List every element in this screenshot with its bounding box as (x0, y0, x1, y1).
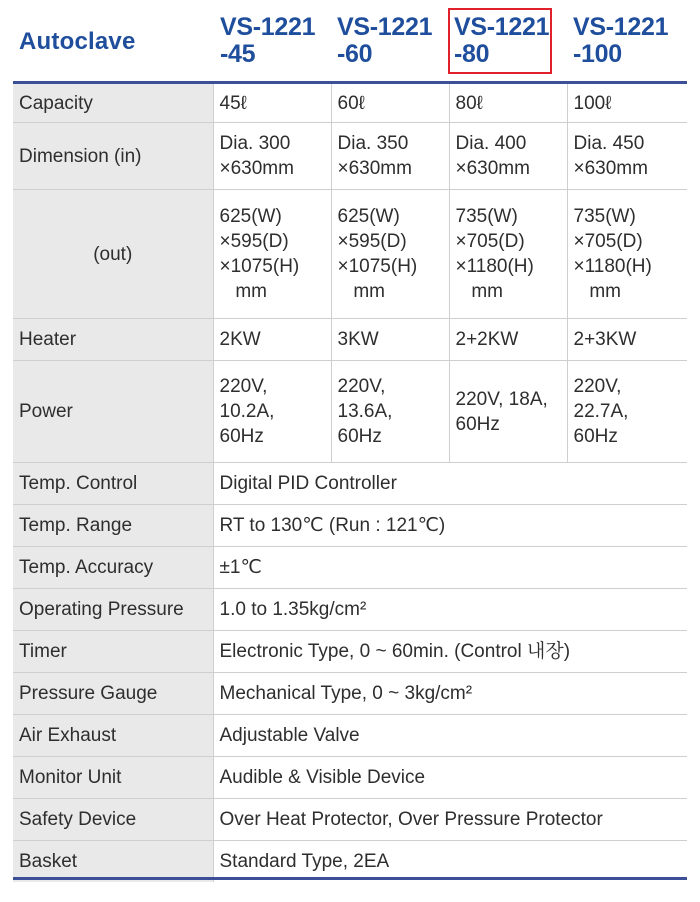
table-row (13, 589, 687, 631)
cell-value: Dia. 400 ×630mm (449, 123, 567, 190)
cell-value: Adjustable Valve (213, 715, 687, 757)
model-header-80: VS-1221 -80 (454, 13, 550, 68)
table-row (13, 190, 687, 319)
cell-value: 625(W) ×595(D) ×1075(H) mm (331, 190, 449, 319)
cell-value: 220V, 10.2A, 60Hz (213, 361, 331, 463)
row-label: Capacity (13, 84, 213, 123)
cell-value: Dia. 350 ×630mm (331, 123, 449, 190)
cell-value: Dia. 300 ×630mm (213, 123, 331, 190)
cell-value: 220V, 18A, 60Hz (449, 361, 567, 463)
cell-value: Electronic Type, 0 ~ 60min. (Control 내장) (213, 631, 687, 673)
cell-value: 1.0 to 1.35kg/cm² (213, 589, 687, 631)
table-bottom-rule (13, 877, 687, 880)
selected-model-highlight (448, 8, 552, 74)
cell-value: 45ℓ (213, 84, 331, 123)
row-label: Timer (13, 631, 213, 673)
row-label: Monitor Unit (13, 757, 213, 799)
table-row (13, 123, 687, 190)
table-row (13, 319, 687, 361)
cell-value: Audible & Visible Device (213, 757, 687, 799)
table-row (13, 631, 687, 673)
product-title: Autoclave (19, 28, 136, 55)
cell-value: 80ℓ (449, 84, 567, 123)
table-header (13, 0, 687, 81)
row-label: Air Exhaust (13, 715, 213, 757)
cell-value: Digital PID Controller (213, 463, 687, 505)
row-label: Pressure Gauge (13, 673, 213, 715)
table-row (13, 547, 687, 589)
row-label: Dimension (in) (13, 123, 213, 190)
row-label: Power (13, 361, 213, 463)
table-row (13, 361, 687, 463)
cell-value: 220V, 13.6A, 60Hz (331, 361, 449, 463)
table-row (13, 84, 687, 123)
cell-value: 3KW (331, 319, 449, 361)
cell-value: Standard Type, 2EA (219, 851, 390, 872)
model-header-60: VS-1221 -60 (337, 13, 433, 68)
cell-value: 735(W) ×705(D) ×1180(H) mm (567, 190, 687, 319)
row-label: (out) (13, 190, 213, 319)
spec-table (13, 84, 687, 882)
cell-value: Mechanical Type, 0 ~ 3kg/cm² (213, 673, 687, 715)
row-label: Temp. Accuracy (13, 547, 213, 589)
model-header-45: VS-1221 -45 (220, 13, 316, 68)
cell-value: 625(W) ×595(D) ×1075(H) mm (213, 190, 331, 319)
table-row (13, 505, 687, 547)
cell-value: 100ℓ (567, 84, 687, 123)
cell-value: RT to 130℃ (Run : 121℃) (213, 505, 687, 547)
cell-value: 2+3KW (567, 319, 687, 361)
cell-value: Over Heat Protector, Over Pressure Protector (213, 799, 687, 841)
row-label: Heater (13, 319, 213, 361)
cell-value: Dia. 450 ×630mm (567, 123, 687, 190)
table-row (13, 799, 687, 841)
row-label: Safety Device (13, 799, 213, 841)
table-row (13, 841, 687, 883)
cell-value: 2KW (213, 319, 331, 361)
cell-value: 60ℓ (331, 84, 449, 123)
table-row (13, 757, 687, 799)
row-label: Operating Pressure (13, 589, 213, 631)
cell-value: 220V, 22.7A, 60Hz (567, 361, 687, 463)
cell-value: ±1℃ (213, 547, 687, 589)
table-row (13, 463, 687, 505)
row-label: Temp. Range (13, 505, 213, 547)
cell-value: 735(W) ×705(D) ×1180(H) mm (449, 190, 567, 319)
cell-value: 2+2KW (449, 319, 567, 361)
model-header-100: VS-1221 -100 (573, 13, 669, 68)
table-row (13, 715, 687, 757)
row-label: Temp. Control (13, 463, 213, 505)
table-row (13, 673, 687, 715)
row-label: Basket (13, 841, 213, 883)
